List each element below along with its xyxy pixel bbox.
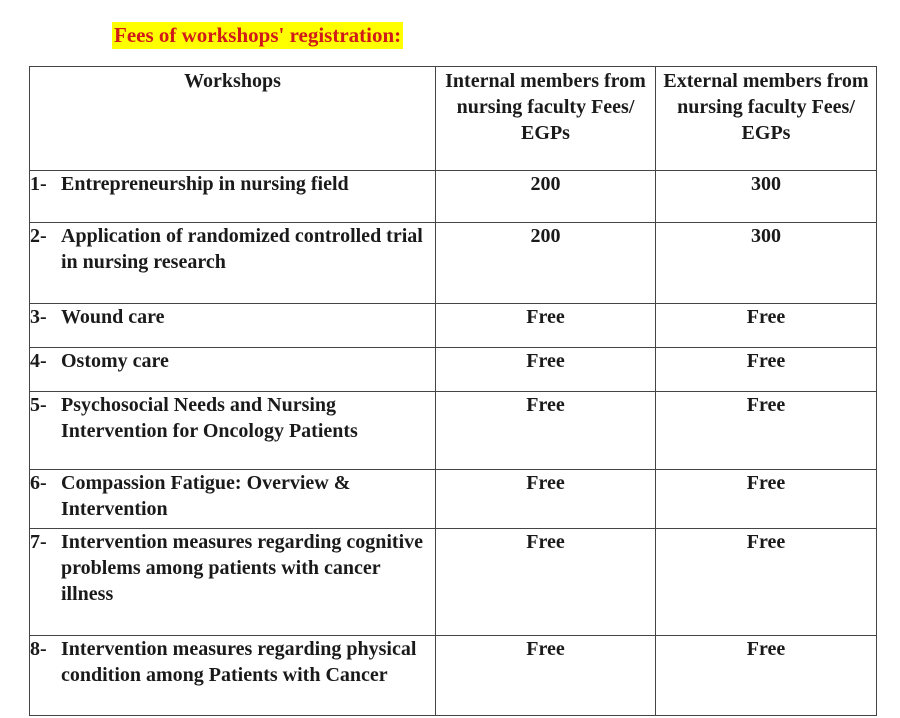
workshop-name: Intervention measures regarding cognitive problems among patients with cancer illness [61, 531, 424, 605]
workshop-name: Application of randomized controlled trial in nursing research [61, 225, 423, 273]
external-fee: 300 [656, 223, 877, 304]
table-row [30, 470, 877, 529]
external-fee: Free [656, 304, 877, 348]
workshop-number: 1- [30, 173, 47, 195]
external-fee: Free [656, 529, 877, 636]
table-row [30, 529, 877, 636]
workshop-name: Entrepreneurship in nursing field [61, 173, 349, 195]
table-header-row [30, 67, 877, 171]
workshop-cell [30, 636, 436, 716]
workshop-number: 4- [30, 350, 47, 372]
table-row [30, 636, 877, 716]
workshop-cell [30, 348, 436, 392]
fees-table [29, 66, 877, 716]
workshop-number: 6- [30, 472, 47, 494]
table-row [30, 348, 877, 392]
internal-fee: 200 [436, 223, 656, 304]
internal-fee: Free [436, 636, 656, 716]
workshop-cell [30, 392, 436, 470]
table-row [30, 304, 877, 348]
external-fee: Free [656, 348, 877, 392]
workshop-name: Psychosocial Needs and Nursing Intervention for Oncology Patients [61, 394, 358, 442]
workshop-name: Intervention measures regarding physical condition among Patients with Cancer [61, 638, 417, 686]
external-fee: Free [656, 392, 877, 470]
page-title: Fees of workshops' registration: [114, 23, 402, 47]
workshop-number: 8- [30, 638, 47, 660]
internal-fee: Free [436, 392, 656, 470]
internal-fee: 200 [436, 171, 656, 223]
workshop-number: 7- [30, 531, 47, 553]
internal-fee: Free [436, 304, 656, 348]
internal-fee: Free [436, 470, 656, 529]
workshop-cell [30, 171, 436, 223]
workshop-name: Compassion Fatigue: Overview & Intervention [61, 472, 351, 520]
workshop-number: 5- [30, 394, 47, 416]
table-row [30, 392, 877, 470]
external-fee: Free [656, 636, 877, 716]
workshop-name: Ostomy care [61, 350, 169, 372]
table-row [30, 171, 877, 223]
workshop-name: Wound care [61, 306, 165, 328]
internal-fee: Free [436, 529, 656, 636]
header-workshops: Workshops [30, 67, 436, 171]
external-fee: Free [656, 470, 877, 529]
workshop-number: 3- [30, 306, 47, 328]
workshop-cell [30, 304, 436, 348]
external-fee: 300 [656, 171, 877, 223]
workshop-number: 2- [30, 225, 47, 247]
workshop-cell [30, 529, 436, 636]
header-internal-fees: Internal members from nursing faculty Fees/ EGPs [436, 67, 656, 171]
workshop-cell [30, 223, 436, 304]
internal-fee: Free [436, 348, 656, 392]
header-external-fees: External members from nursing faculty Fees/ EGPs [656, 67, 877, 171]
workshop-cell [30, 470, 436, 529]
table-row [30, 223, 877, 304]
